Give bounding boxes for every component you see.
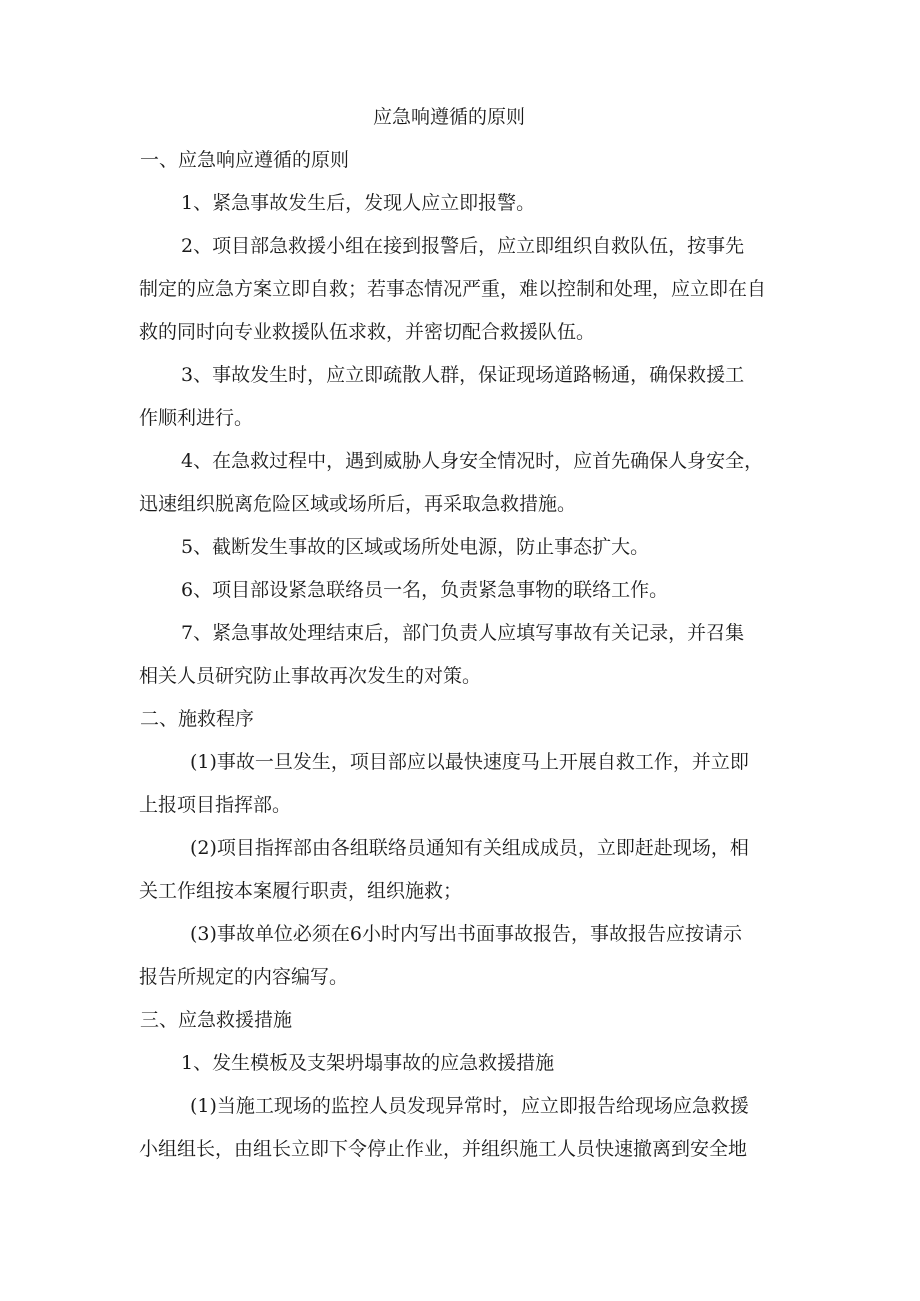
paragraph-line: 救的同时向专业救援队伍求救，并密切配合救援队伍。 [139,321,596,343]
paragraph-line: 7、紧急事故处理结束后，部门负责人应填写事故有关记录，并召集 [181,622,745,644]
paragraph-line: 1、发生模板及支架坍塌事故的应急救援措施 [181,1052,555,1074]
paragraph-line: 4、在急救过程中，遇到威胁人身安全情况时，应首先确保人身安全， [181,450,764,472]
paragraph-line: 相关人员研究防止事故再次发生的对策。 [139,665,482,687]
paragraph-line: 3、事故发生时，应立即疏散人群，保证现场道路畅通，确保救援工 [181,364,745,386]
paragraph-line: 2、项目部急救援小组在接到报警后，应立即组织自救队伍，按事先 [181,235,745,257]
paragraph-line: 报告所规定的内容编写。 [139,966,349,988]
paragraph-line: 作顺利进行。 [139,407,254,429]
section-heading-2: 二、施救程序 [140,708,255,730]
paragraph-line: 上报项目指挥部。 [139,794,292,816]
paragraph-line: 关工作组按本案履行职责，组织施救； [139,880,463,902]
section-heading-1: 一、应急响应遵循的原则 [140,149,350,171]
paragraph-line: 迅速组织脱离危险区域或场所后，再采取急救措施。 [139,493,577,515]
section-heading-3: 三、应急救援措施 [140,1009,293,1031]
paragraph-line: 6、项目部设紧急联络员一名，负责紧急事物的联络工作。 [181,579,669,601]
paragraph-line: 小组组长，由组长立即下令停止作业，并组织施工人员快速撤离到安全地 [139,1138,748,1160]
paragraph-line: 制定的应急方案立即自救；若事态情况严重，难以控制和处理，应立即在自 [139,278,767,300]
paragraph-line: (2)项目指挥部由各组联络员通知有关组成成员，立即赶赴现场，相 [190,837,749,859]
paragraph-line: (1)当施工现场的监控人员发现异常时，应立即报告给现场应急救援 [190,1095,749,1117]
paragraph-line: (3)事故单位必须在6小时内写出书面事故报告，事故报告应按请示 [190,923,743,945]
paragraph-line: (1)事故一旦发生，项目部应以最快速度马上开展自救工作，并立即 [190,751,749,773]
paragraph-line: 5、截断发生事故的区域或场所处电源，防止事态扩大。 [181,536,650,558]
document-title: 应急响遵循的原则 [373,106,526,128]
paragraph-line: 1、紧急事故发生后，发现人应立即报警。 [181,192,536,214]
